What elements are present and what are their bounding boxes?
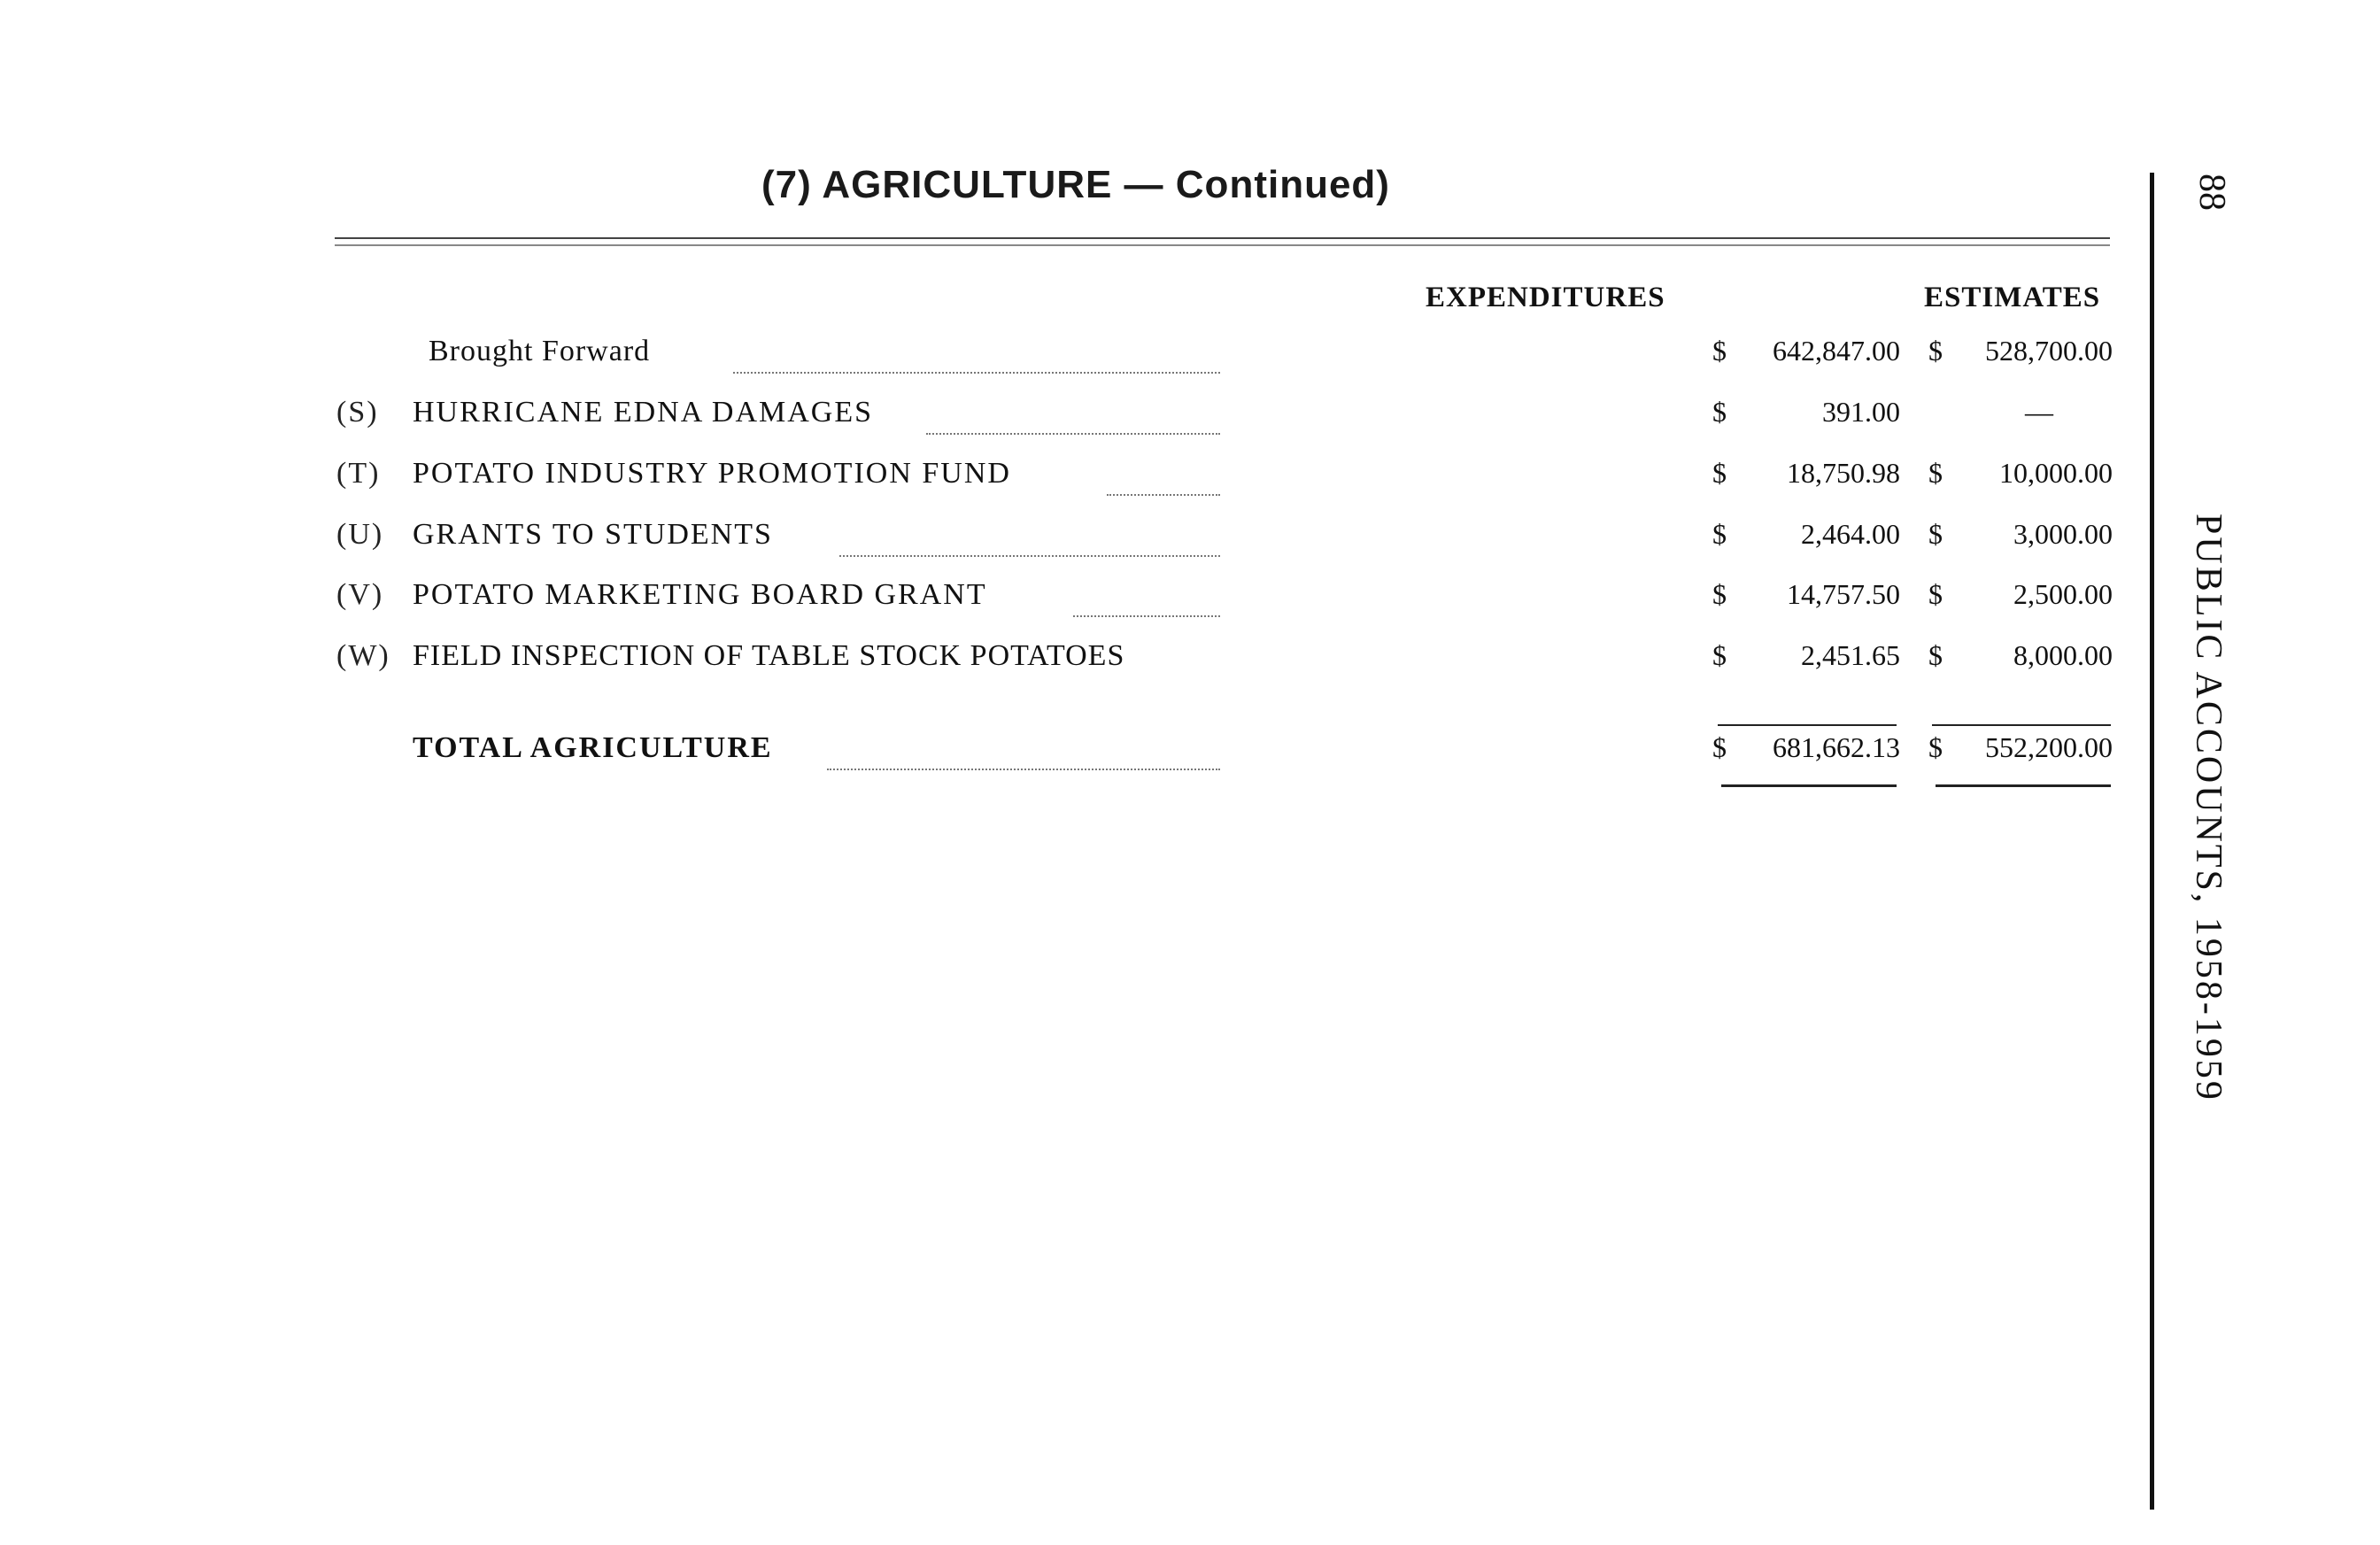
table-row — [0, 578, 2143, 631]
row-letter: (T) — [336, 457, 381, 490]
estimate-currency: $ — [1928, 457, 1943, 489]
subtotal-rule-expenditures — [1718, 724, 1897, 726]
table-row — [0, 639, 2143, 692]
estimate-currency: $ — [1928, 335, 1943, 367]
column-header-estimates: ESTIMATES — [1924, 282, 2101, 313]
expenditure-amount: 2,464.00 — [1801, 518, 1900, 550]
table-row — [0, 457, 2143, 510]
estimate-amount: 2,500.00 — [2013, 578, 2113, 610]
leader-dots — [1073, 615, 1220, 617]
estimate-amount: 3,000.00 — [2013, 518, 2113, 550]
expenditure-currency: $ — [1712, 457, 1727, 489]
title-rule-secondary — [335, 244, 2110, 246]
row-label: HURRICANE EDNA DAMAGES — [413, 396, 874, 429]
estimate-currency: $ — [1928, 578, 1943, 610]
expenditure-currency: $ — [1712, 518, 1727, 550]
expenditure-amount: 2,451.65 — [1801, 639, 1900, 671]
row-label: FIELD INSPECTION OF TABLE STOCK POTATOES — [413, 639, 1125, 672]
total-rule-estimates — [1936, 784, 2111, 787]
total-estimate-amount: 552,200.00 — [1985, 731, 2113, 763]
running-head: PUBLIC ACCOUNTS, 1958-1959 — [2188, 514, 2229, 1102]
page-number: 88 — [2191, 174, 2232, 211]
table-row — [0, 396, 2143, 449]
table-row — [0, 518, 2143, 571]
row-letter: (W) — [336, 639, 390, 672]
estimate-amount: 8,000.00 — [2013, 639, 2113, 671]
estimate-amount: 10,000.00 — [1999, 457, 2113, 489]
row-label: POTATO INDUSTRY PROMOTION FUND — [413, 457, 1011, 490]
table-row — [0, 335, 2143, 388]
expenditure-currency: $ — [1712, 396, 1727, 428]
row-letter: (S) — [336, 396, 379, 429]
expenditure-currency: $ — [1712, 335, 1727, 367]
row-label: Brought Forward — [429, 335, 651, 367]
total-estimate-currency: $ — [1928, 731, 1943, 763]
title-rule — [335, 237, 2110, 239]
expenditure-currency: $ — [1712, 639, 1727, 671]
total-rule-expenditures — [1721, 784, 1897, 787]
row-letter: (V) — [336, 578, 384, 611]
estimate-amount: — — [2025, 396, 2053, 428]
row-label: GRANTS TO STUDENTS — [413, 518, 773, 551]
estimate-amount: 528,700.00 — [1985, 335, 2113, 367]
column-header-expenditures: EXPENDITURES — [1426, 282, 1665, 313]
leader-dots — [827, 769, 1220, 770]
leader-dots — [839, 555, 1220, 557]
page-title: (7) AGRICULTURE — Continued) — [761, 163, 1390, 206]
expenditure-amount: 391.00 — [1822, 396, 1900, 428]
row-label: POTATO MARKETING BOARD GRANT — [413, 578, 987, 611]
row-letter: (U) — [336, 518, 384, 551]
expenditure-currency: $ — [1712, 578, 1727, 610]
total-label: TOTAL AGRICULTURE — [413, 731, 773, 764]
estimate-currency: $ — [1928, 518, 1943, 550]
expenditure-amount: 18,750.98 — [1787, 457, 1900, 489]
subtotal-rule-estimates — [1932, 724, 2111, 726]
total-expenditure-currency: $ — [1712, 731, 1727, 763]
leader-dots — [1107, 494, 1220, 496]
expenditure-amount: 14,757.50 — [1787, 578, 1900, 610]
leader-dots — [733, 372, 1220, 374]
expenditure-amount: 642,847.00 — [1773, 335, 1900, 367]
estimate-currency: $ — [1928, 639, 1943, 671]
margin-rule — [2150, 173, 2154, 1510]
total-row — [0, 731, 2143, 784]
total-expenditure-amount: 681,662.13 — [1773, 731, 1900, 763]
leader-dots — [926, 433, 1220, 435]
